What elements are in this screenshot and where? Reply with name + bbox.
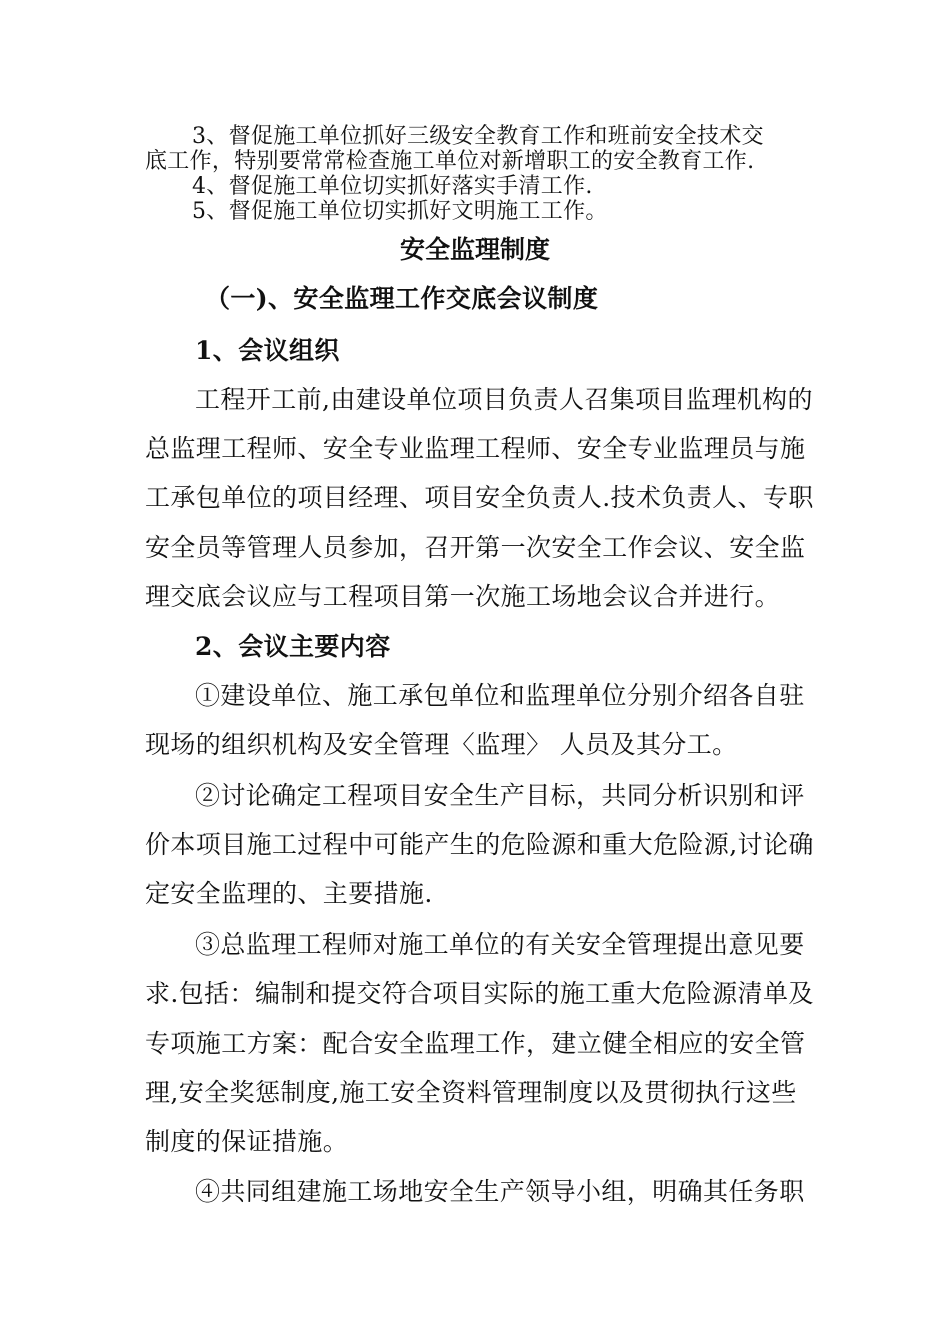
sub1-paragraph-line-1: 工程开工前,由建设单位项目负责人召集项目监理机构的 — [195, 385, 813, 414]
top-item-3-line-1: 3、督促施工单位抓好三级安全教育工作和班前安全技术交 — [192, 124, 764, 149]
sub1-paragraph-line-2: 总监理工程师、安全专业监理工程师、安全专业监理员与施 — [145, 434, 806, 463]
item-4-line-1: ④共同组建施工场地安全生产领导小组，明确其任务职 — [195, 1177, 805, 1206]
item-3-line-3: 专项施工方案：配合安全监理工作，建立健全相应的安全管 — [145, 1029, 806, 1058]
section-heading: （一)、安全监理工作交底会议制度 — [205, 284, 599, 313]
top-item-3-line-2: 底工作，特别要常常检查施工单位对新增职工的安全教育工作. — [145, 149, 755, 174]
item-1-line-1: ①建设单位、施工承包单位和监理单位分别介绍各自驻 — [195, 681, 805, 710]
item-3-line-4: 理,安全奖惩制度,施工安全资料管理制度以及贯彻执行这些 — [145, 1078, 797, 1107]
document-title: 安全监理制度 — [399, 235, 550, 264]
top-item-5: 5、督促施工单位切实抓好文明施工工作。 — [192, 199, 608, 224]
item-3-line-2: 求.包括：编制和提交符合项目实际的施工重大危险源清单及 — [145, 979, 814, 1008]
subsection-1-heading: 1、会议组织 — [195, 336, 340, 365]
item-3-line-1: ③总监理工程师对施工单位的有关安全管理提出意见要 — [195, 930, 805, 959]
item-2-line-1: ②讨论确定工程项目安全生产目标，共同分析识别和评 — [195, 781, 805, 810]
item-2-line-2: 价本项目施工过程中可能产生的危险源和重大危险源,讨论确 — [145, 830, 814, 859]
item-2-line-3: 定安全监理的、主要措施. — [145, 879, 433, 908]
item-3-line-5: 制度的保证措施。 — [145, 1127, 349, 1156]
subsection-2-heading: 2、会议主要内容 — [195, 632, 391, 661]
item-1-line-2: 现场的组织机构及安全管理〈监理〉 人员及其分工。 — [145, 730, 738, 759]
sub1-paragraph-line-5: 理交底会议应与工程项目第一次施工场地会议合并进行。 — [145, 582, 781, 611]
sub1-paragraph-line-4: 安全员等管理人员参加，召开第一次安全工作会议、安全监 — [145, 533, 806, 562]
sub1-paragraph-line-3: 工承包单位的项目经理、项目安全负责人.技术负责人、专职 — [145, 483, 814, 512]
top-item-4: 4、督促施工单位切实抓好落实手清工作. — [192, 174, 593, 199]
